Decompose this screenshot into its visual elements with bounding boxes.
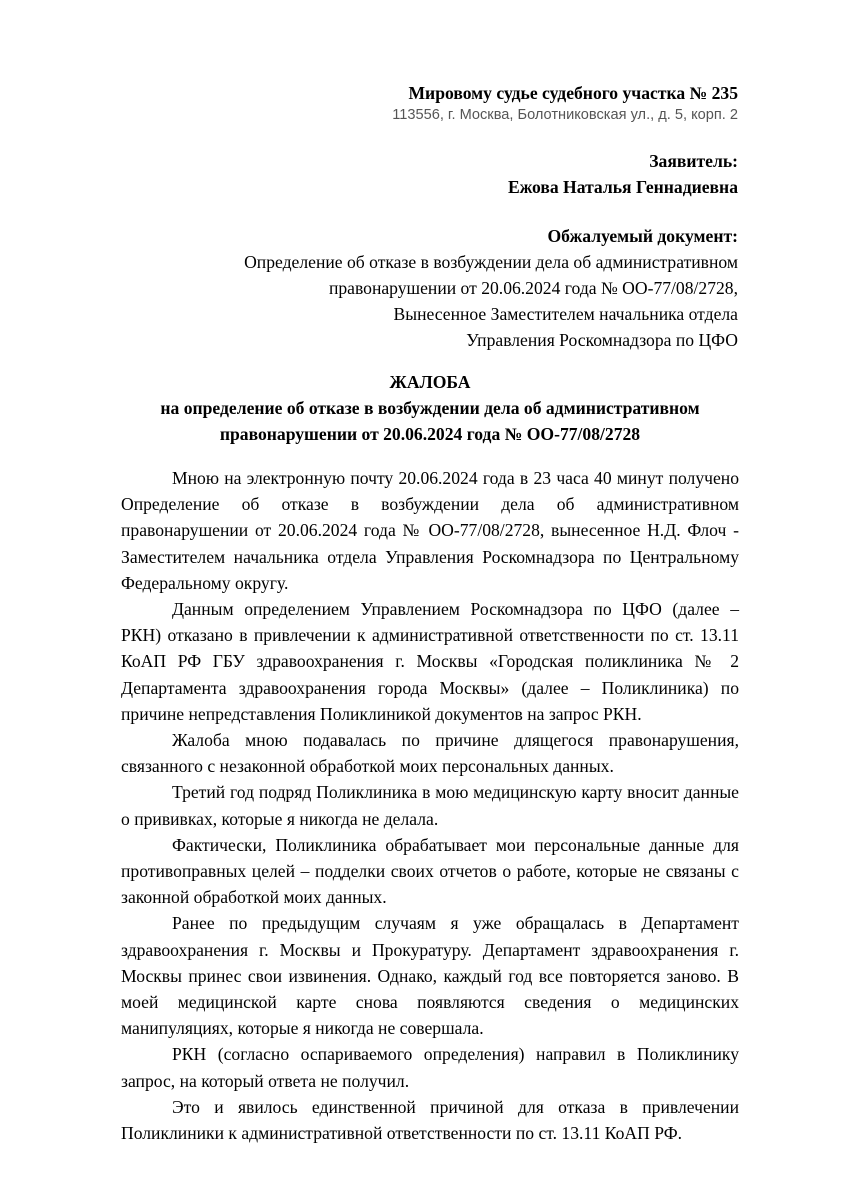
body-paragraph: Данным определением Управлением Роскомнадзора по ЦФО (далее – РКН) отказано в привлечении к административной ответственности по ст. 13.11 КоАП РФ ГБУ здравоохранения г. Москвы «Городская поликлиника № 2 Департамента здравоохранения города Москвы» (далее – Поликлиника) по причине непредставления Поликлиникой документов на запрос РКН. bbox=[121, 599, 739, 724]
applicant-label: Заявитель: bbox=[649, 151, 738, 171]
appealed-document-line: Определение об отказе в возбуждении дела об административном bbox=[244, 252, 738, 272]
complaint-body bbox=[121, 465, 739, 1146]
court-name: Мировому судье судебного участка № 235 bbox=[408, 83, 738, 103]
complaint-title-subtitle: правонарушении от 20.06.2024 года № ОО-77/08/2728 bbox=[219, 424, 641, 444]
court-address: 113556, г. Москва, Болотниковская ул., д. 5, корп. 2 bbox=[392, 107, 738, 123]
body-paragraph: Это и явилось единственной причиной для отказа в привлечении Поликлиники к административной ответственности по ст. 13.11 КоАП РФ. bbox=[121, 1096, 739, 1144]
applicant-name: Ежова Наталья Геннадиевна bbox=[507, 177, 738, 197]
complaint-title bbox=[121, 369, 739, 447]
appealed-document-line: Вынесенное Заместителем начальника отдела bbox=[393, 304, 738, 324]
appealed-document-block bbox=[244, 223, 738, 353]
body-paragraph: Жалоба мною подавалась по причине длящегося правонарушения, связанного с незаконной обработкой моих персональных данных. bbox=[121, 730, 739, 777]
applicant-block bbox=[508, 148, 738, 200]
appealed-document-label: Обжалуемый документ: bbox=[547, 226, 738, 246]
complaint-title-subtitle: на определение об отказе в возбуждении дела об административном bbox=[160, 398, 700, 418]
body-paragraph: Ранее по предыдущим случаям я уже обращалась в Департамент здравоохранения г. Москвы и Прокуратуру. Департамент здравоохранения г. Москвы принес свои извинения. Однако, каждый год все повторяется заново. В моей медицинской карте снова появляются сведения о медицинских манипуляциях, которые я никогда не совершала. bbox=[121, 913, 739, 1039]
body-paragraph: РКН (согласно оспариваемого определения) направил в Поликлинику запрос, на который ответа не получил. bbox=[121, 1044, 739, 1091]
body-paragraph: Мною на электронную почту 20.06.2024 года в 23 часа 40 минут получено Определение об отказе в возбуждении дела об административном правонарушении от 20.06.2024 года № ОО-77/08/2728, вынесенное Н.Д. Флоч - Заместителем начальника отдела Управления Роскомнадзора по Центральному Федеральному округу. bbox=[121, 468, 739, 593]
complaint-title-main: ЖАЛОБА bbox=[389, 372, 471, 392]
appealed-document-line: правонарушении от 20.06.2024 года № ОО-77/08/2728, bbox=[328, 278, 738, 298]
body-paragraph: Фактически, Поликлиника обрабатывает мои персональные данные для противоправных целей – подделки своих отчетов о работе, которые не связаны с законной обработкой моих данных. bbox=[121, 834, 739, 908]
body-paragraph: Третий год подряд Поликлиника в мою медицинскую карту вносит данные о прививках, которые я никогда не делала. bbox=[121, 782, 739, 829]
appealed-document-line: Управления Роскомнадзора по ЦФО bbox=[466, 330, 738, 350]
